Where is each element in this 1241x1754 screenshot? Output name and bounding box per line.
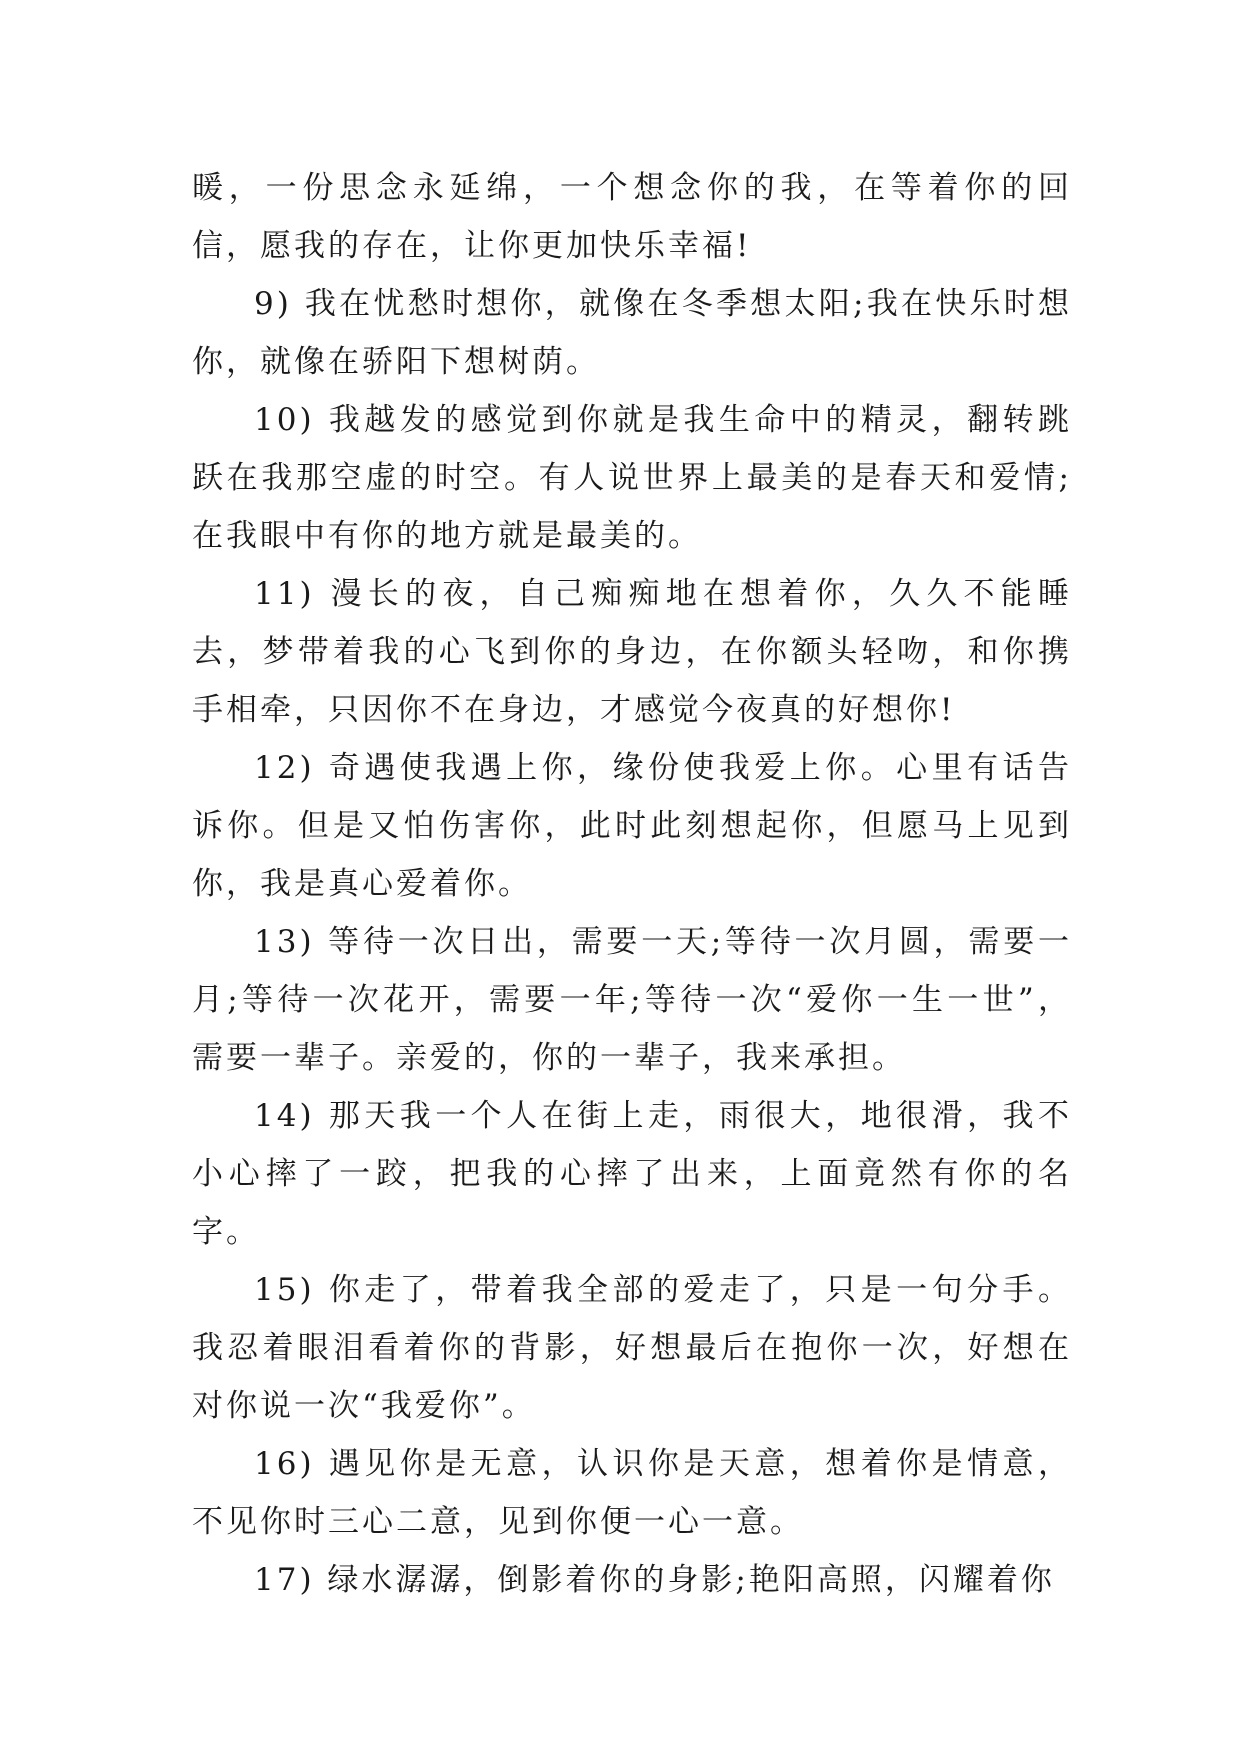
document-body	[192, 159, 1072, 1609]
paragraph: 17) 绿水潺潺，倒影着你的身影;艳阳高照，闪耀着你	[254, 1562, 1055, 1598]
paragraph: 16) 遇见你是无意，认识你是天意，想着你是情意，不见你时三心二意，见到你便一心一意。	[192, 1446, 1072, 1540]
paragraph: 15) 你走了，带着我全部的爱走了，只是一句分手。我忍着眼泪看着你的背影，好想最后在抱你一次，好想在对你说一次“我爱你”。	[192, 1272, 1072, 1424]
paragraph: 暖，一份思念永延绵，一个想念你的我，在等着你的回信，愿我的存在，让你更加快乐幸福!	[192, 170, 1072, 264]
paragraph: 9) 我在忧愁时想你，就像在冬季想太阳;我在快乐时想你，就像在骄阳下想树荫。	[192, 286, 1072, 380]
paragraph: 13) 等待一次日出，需要一天;等待一次月圆，需要一月;等待一次花开，需要一年;等待一次“爱你一生一世”，需要一辈子。亲爱的，你的一辈子，我来承担。	[192, 924, 1072, 1076]
paragraph: 10) 我越发的感觉到你就是我生命中的精灵，翻转跳跃在我那空虚的时空。有人说世界上最美的是春天和爱情;在我眼中有你的地方就是最美的。	[192, 402, 1072, 554]
paragraph: 12) 奇遇使我遇上你，缘份使我爱上你。心里有话告诉你。但是又怕伤害你，此时此刻想起你，但愿马上见到你，我是真心爱着你。	[192, 750, 1072, 902]
paragraph: 11) 漫长的夜，自己痴痴地在想着你，久久不能睡去，梦带着我的心飞到你的身边，在你额头轻吻，和你携手相牵，只因你不在身边，才感觉今夜真的好想你!	[192, 576, 1072, 728]
paragraph: 14) 那天我一个人在街上走，雨很大，地很滑，我不小心摔了一跤，把我的心摔了出来，上面竟然有你的名字。	[192, 1098, 1072, 1250]
